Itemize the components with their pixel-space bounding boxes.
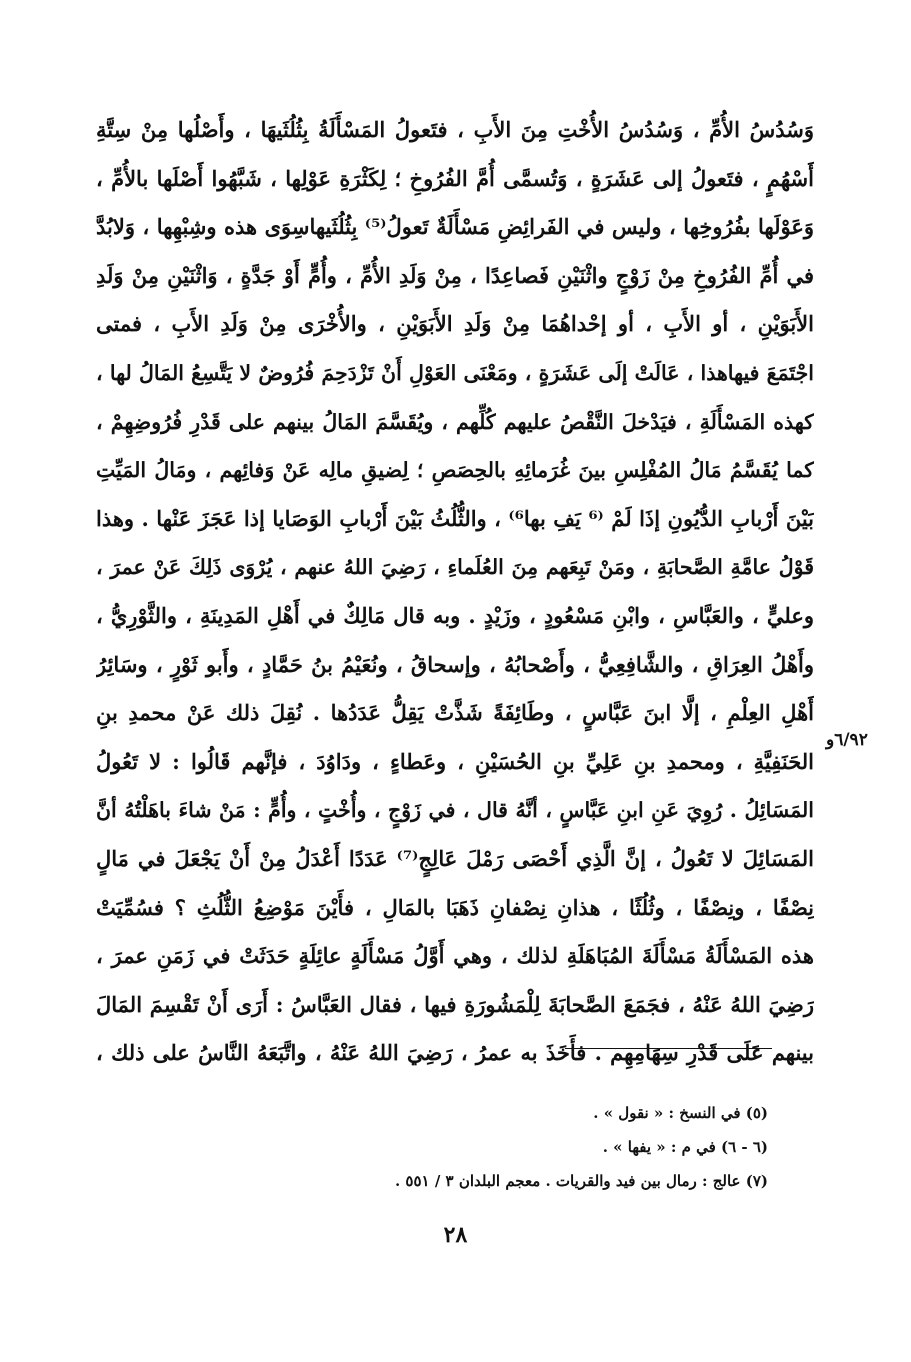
footnote: (٥) في النسخ : « نقول » . — [593, 1104, 768, 1122]
text-line: وعليٍّ ، والعَبَّاسِ ، وابْنِ مَسْعُودٍ ، وزَيْدٍ . وبه قال مَالِكٌ في أَهْلِ المَدِينَةِ ، والثَّوْرِيُّ ، — [96, 602, 814, 628]
text-line: بَيْنَ أَرْبابِ الدُّيُونِ إذَا لَمْ ⁽⁶ يَفِ بها⁶⁾ ، والثُّلُثُ بَيْنَ أَرْبابِ الوَصَايا إذا عَجَزَ عَنْها . وهذا — [96, 505, 814, 531]
footnote-separator — [565, 1048, 772, 1049]
text-line: نِصْفًا ، ونِصْفًا ، وثُلُثًا ، هذانِ نِصْفانِ ذَهَبَا بالمَالِ ، فأَيْنَ مَوْضِعُ الثُّلُثِ ؟ فسُمِّيَتْ — [96, 894, 814, 920]
text-line: الحَنَفِيَّةِ ، ومحمدِ بنِ عَلِيِّ بنِ الحُسَيْنِ ، وعَطاءٍ ، ودَاوُدَ ، فإنَّهم قَالُوا : لا تَعُولُ — [96, 748, 814, 774]
manuscript-folio-note: ٦/٩٢و — [826, 730, 868, 750]
text-line: أَسْهُمٍ ، فتَعولُ إلى عَشَرَةٍ ، وَتُسمَّى أُمَّ الفُرُوخِ ؛ لِكَثْرَةِ عَوْلِها ، شَبَّهُوا أَصْلَها بالأُمِّ ، — [96, 165, 814, 191]
text-line: قَوْلُ عامَّةِ الصَّحابَةِ ، ومَنْ تَبِعَهم مِنَ العُلَماءِ ، رَضِيَ اللهُ عنهم ، يُرْوَى ذَلِكَ عَنْ عمرَ ، — [96, 555, 814, 580]
text-line: كهذه المَسْأَلَةِ ، فيَدْخلَ النَّقْصُ عليهم كُلِّهم ، ويُقَسَّمَ المَالُ بينهم على قَدْرِ فُرُوضِهِمْ ، — [96, 409, 814, 434]
text-line: المَسَائِلُ . رُوِيَ عَنِ ابنِ عَبَّاسٍ ، أنَّهُ قال ، في زَوْجٍ ، وأُخْتٍ ، وأُمٍّ : مَنْ شاءَ باهَلْتُهُ أنَّ — [96, 798, 814, 823]
text-line: وَعَوْلَها بفُرُوخِها ، وليس في الفَرائِضِ مَسْأَلَةٌ تَعولُ⁽⁵⁾ بِثُلُثَيهاسِوَى هذه وشِبْهِها ، وَلابُدَّ — [96, 214, 814, 240]
text-line: الأَبَوَيْنِ ، أو الأَبِ ، أو إحْداهُمَا مِنْ وَلَدِ الأَبَوَيْنِ ، والأُخْرَى مِنْ وَلَدِ الأَبِ ، فمتى — [96, 311, 814, 337]
page-number: ٢٨ — [443, 1222, 468, 1248]
text-line: وَسُدُسُ الأُمِّ ، وَسُدُسُ الأُخْتِ مِنَ الأَبِ ، فتَعولُ المَسْأَلَةُ بِثُلُثَيهَا ، وأَصْلُها مِنْ سِتَّةِ — [96, 117, 814, 142]
text-line: رَضِيَ اللهُ عَنْهُ ، فجَمَعَ الصَّحابَةَ لِلْمَشُورَةِ فيها ، فقال العَبَّاسُ : أَرَى أَنْ تَقْسِمَ المَالَ — [96, 991, 814, 1017]
text-line: كما يُقَسَّمُ مَالُ المُفْلِسِ بينَ غُرَمائِهِ بالحِصَصِ ؛ لِضيقِ مالِه عَنْ وَفائِهم ، ومَالُ المَيِّتِ — [96, 458, 814, 483]
text-line: هذه المَسْأَلَةُ مَسْأَلَةَ المُبَاهَلَةِ لذلك ، وهي أَوَّلُ مَسْأَلَةٍ عائِلَةٍ حَدَثَتْ في زَمَنِ عمرَ ، — [96, 943, 814, 969]
text-line: المَسَائِلَ لا تَعُولُ ، إنَّ الَّذِي أَحْصَى رَمْلَ عَالِجٍ⁽⁷⁾ عَدَدًا أَعْدَلُ مِنْ أَنْ يَجْعَلَ في مَالٍ — [96, 845, 814, 871]
text-line: اجْتَمَعَ فيهاهذا ، عَالَتْ إلَى عَشَرَةٍ ، ومَعْنَى العَوْلِ أَنْ تَزْدَحِمَ فُرُوضٌ لا يَتَّسِعُ المَالُ لها ، — [96, 360, 814, 385]
text-line: بينهم عَلَى قَدْرِ سِهَامِهِم . فأَخَذَ به عمرُ ، رَضِيَ اللهُ عَنْهُ ، واتَّبَعَهُ النَّاسُ على ذلك ، — [96, 1040, 814, 1066]
text-line: وأَهْلُ العِرَاقِ ، والشَّافِعِيُّ ، وأَصْحابُهُ ، وإسحاقُ ، ونُعَيْمُ بنُ حَمَّادٍ ، وأَبو ثَوْرٍ ، وسَائِرُ — [96, 651, 814, 677]
footnote: (٧) عالج : رمال بين فيد والقريات . معجم البلدان ٣ / ٥٥١ . — [394, 1172, 768, 1190]
main-text — [96, 106, 814, 1078]
footnote: (٦ - ٦) في م : « يفها » . — [602, 1138, 768, 1156]
footnotes — [300, 1096, 768, 1198]
text-line: في أُمِّ الفُرُوخِ مِنْ زَوْجٍ واثْنَيْنِ فَصاعِدًا ، مِنْ وَلَدِ الأُمِّ ، وأُمٍّ أَوْ جَدَّةٍ ، وَاثْنَيْنِ مِنْ وَلَدِ — [96, 262, 814, 288]
text-line: أَهْلِ العِلْمِ ، إلَّا ابنَ عَبَّاسٍ ، وطَائِفَةً شَذَّتْ يَقِلُّ عَدَدُها . نُقِلَ ذلك عَنْ محمدِ بنِ — [96, 700, 814, 726]
